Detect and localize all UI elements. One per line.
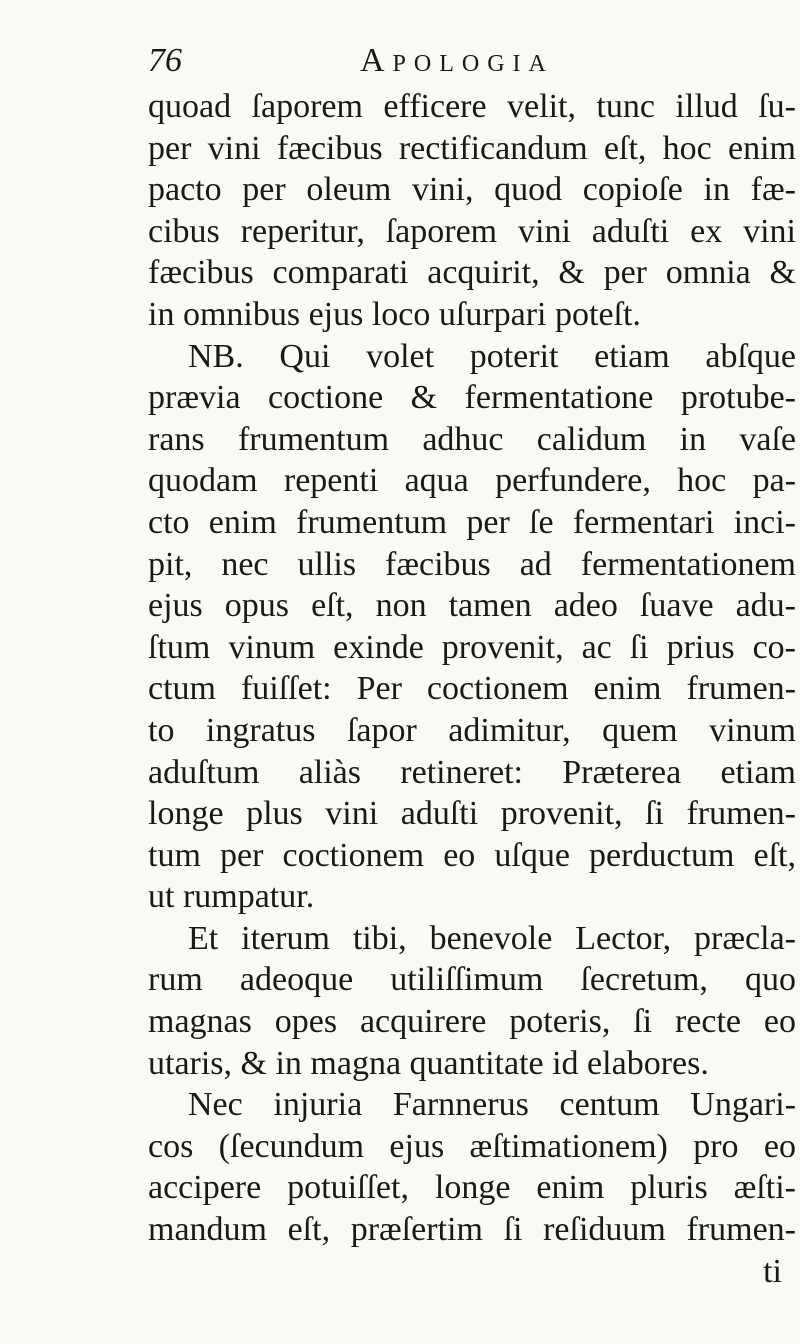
text-line: Et iterum tibi, benevole Lector, præcla- [188, 919, 796, 957]
page-number: 76 [148, 42, 182, 79]
text-line: tum per coctionem eo uſque perductum eſt, [148, 836, 796, 874]
text-line: magnas opes acquirere poteris, ſi recte eo [148, 1003, 796, 1041]
text-line: ti [763, 1252, 782, 1290]
text-line: aduſtum aliàs retineret: Præterea etiam [148, 753, 796, 791]
text-line: to ingratus ſapor adimitur, quem vinum [148, 711, 796, 749]
text-line: accipere potuiſſet, longe enim pluris æſti- [148, 1169, 796, 1207]
text-line: ut rumpatur. [148, 878, 315, 916]
page-header [0, 34, 800, 84]
text-line: cos (ſecundum ejus æſtimationem) pro eo [148, 1127, 796, 1165]
text-line: ctum fuiſſet: Per coctionem enim frumen- [148, 670, 796, 708]
text-line: longe plus vini aduſti provenit, ſi frumen- [148, 795, 796, 833]
text-line: in omnibus ejus loco uſurpari poteſt. [148, 295, 641, 333]
text-line: NB. Qui volet poterit etiam abſque [188, 337, 796, 375]
text-line: ſtum vinum exinde provenit, ac ſi prius co- [148, 628, 796, 666]
text-line: rum adeoque utiliſſimum ſecretum, quo [148, 961, 796, 999]
text-line: prævia coctione & fermentatione protube- [148, 379, 796, 417]
text-line: fæcibus comparati acquirit, & per omnia & [148, 254, 796, 292]
text-line: rans frumentum adhuc calidum in vaſe [148, 420, 796, 458]
text-line: per vini fæcibus rectificandum eſt, hoc enim [148, 129, 796, 167]
text-line: cibus reperitur, ſaporem vini aduſti ex vini [148, 212, 796, 250]
body-text [148, 86, 796, 1292]
text-line: quoad ſaporem efficere velit, tunc illud ſu- [148, 88, 796, 125]
text-line: quodam repenti aqua perfundere, hoc pa- [148, 462, 796, 500]
text-line: mandum eſt, præſertim ſi reſiduum frumen- [148, 1211, 796, 1249]
text-line: Nec injuria Farnnerus centum Ungari- [188, 1086, 796, 1124]
text-line: pacto per oleum vini, quod copioſe in fæ- [148, 171, 796, 209]
text-line: ejus opus eſt, non tamen adeo ſuave adu- [148, 587, 796, 625]
text-line: utaris, & in magna quantitate id elabores. [148, 1044, 709, 1082]
text-line: pit, nec ullis fæcibus ad fermentationem [148, 545, 796, 583]
text-line: cto enim frumentum per ſe fermentari inci- [148, 503, 796, 541]
running-head: Apologia [360, 42, 554, 79]
